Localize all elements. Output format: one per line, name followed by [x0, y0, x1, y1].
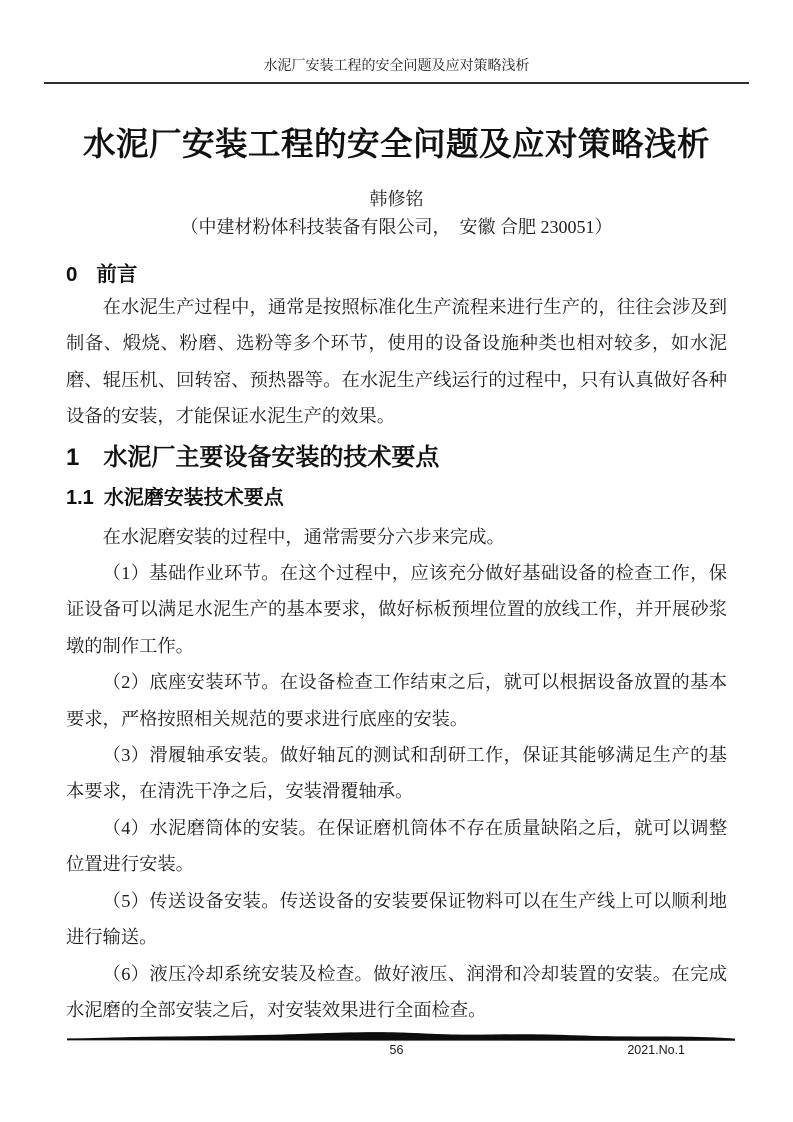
paragraph-step-4: （4）水泥磨筒体的安装。在保证磨机筒体不存在质量缺陷之后，就可以调整位置进行安装。 [66, 817, 727, 875]
paragraph-step-2: （2）底座安装环节。在设备检查工作结束之后，就可以根据设备放置的基本要求，严格按照相关规范的要求进行底座的安装。 [66, 672, 727, 729]
section-heading-1-1 [66, 483, 727, 513]
article-title: 水泥厂安装工程的安全问题及应对策略浅析 [82, 126, 710, 162]
author-name: 韩修铭 [369, 189, 424, 209]
page-footer [0, 1042, 793, 1062]
section-number: 0 [66, 263, 78, 286]
section-number: 1.1 [66, 486, 94, 509]
running-header-title: 水泥厂安装工程的安全问题及应对策略浅析 [263, 59, 530, 74]
section-heading-preface [66, 260, 727, 289]
running-header [44, 0, 749, 84]
paragraph-step-3: （3）滑履轴承安装。做好轴瓦的测试和刮研工作，保证其能够满足生产的基本要求，在清洗干净之后，安装滑覆轴承。 [66, 745, 727, 802]
paragraph-preface: 在水泥生产过程中，通常是按照标准化生产流程来进行生产的，往往会涉及到制备、煅烧、粉磨、选粉等多个环节，使用的设备设施种类也相对较多，如水泥磨、辊压机、回转窑、预热器等。在水泥生产线运行的过程中，只有认真做好各种设备的安装，才能保证水泥生产的效果。 [66, 297, 727, 427]
section-title: 水泥厂主要设备安装的技术要点 [103, 443, 440, 471]
section-number: 1 [66, 443, 80, 471]
paragraph-step-1: （1）基础作业环节。在这个过程中，应该充分做好基础设备的检查工作，保证设备可以满足水泥生产的基本要求，做好标板预埋位置的放线工作，并开展砂浆墩的制作工作。 [66, 563, 727, 656]
section-heading-1 [66, 441, 727, 474]
page-content [66, 124, 727, 1028]
paragraph-step-5: （5）传送设备安装。传送设备的安装要保证物料可以在生产线上可以顺利地进行输送。 [66, 890, 727, 948]
author-affiliation: （中建材粉体科技装备有限公司， 安徽 合肥 230051） [180, 217, 613, 237]
paragraph-step-6: （6）液压冷却系统安装及检查。做好液压、润滑和冷却装置的安装。在完成水泥磨的全部安装之后，对安装效果进行全面检查。 [66, 963, 727, 1020]
issue-label: 2021.No.1 [627, 1043, 685, 1057]
section-title: 前言 [96, 263, 138, 286]
paragraph-intro: 在水泥磨安装的过程中，通常需要分六步来完成。 [102, 526, 505, 547]
page-number: 56 [389, 1043, 404, 1057]
section-title: 水泥磨安装技术要点 [103, 486, 284, 509]
